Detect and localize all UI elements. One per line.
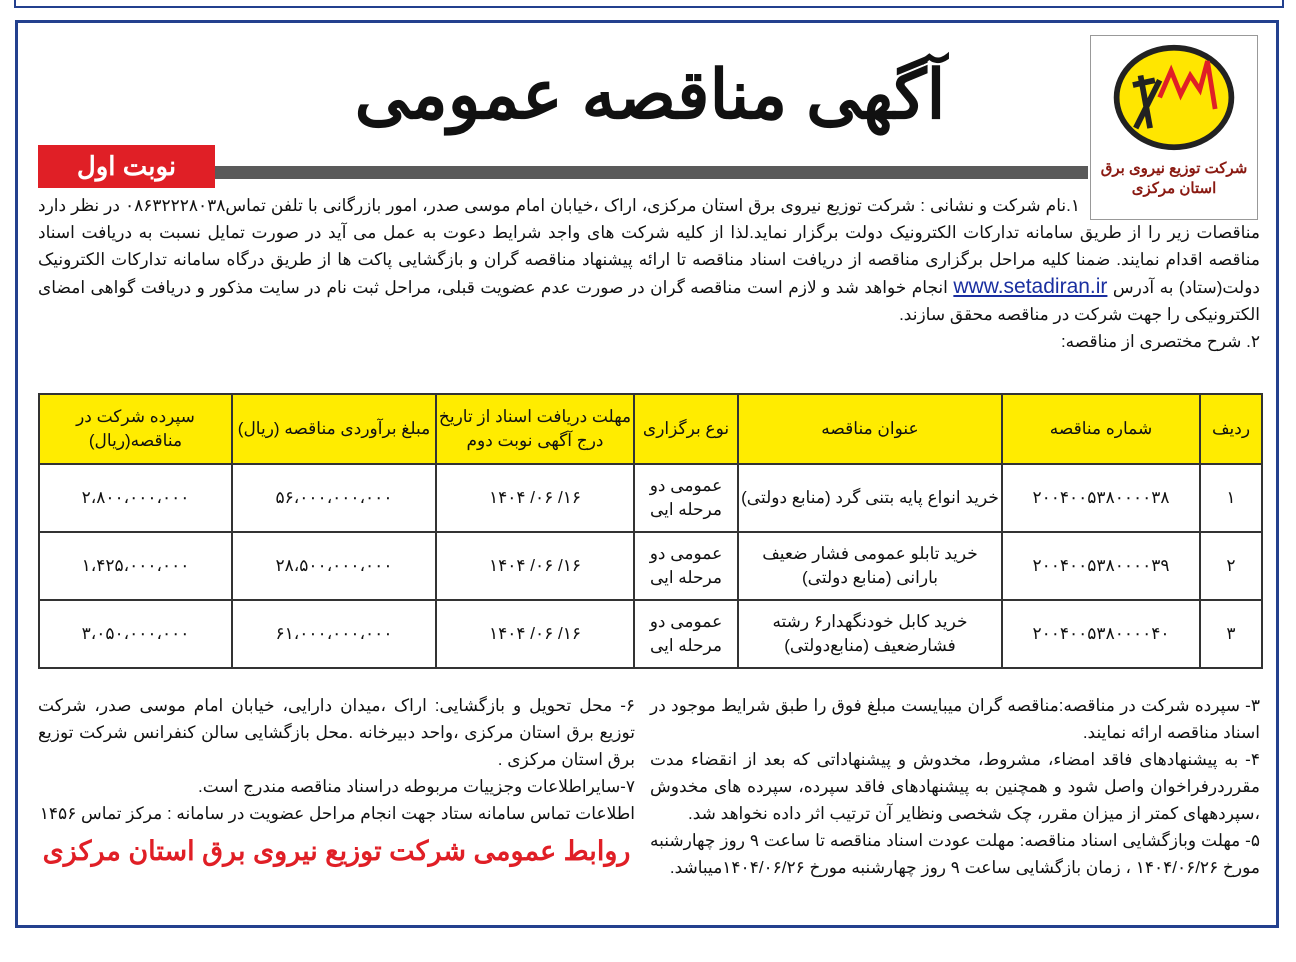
cell-type: عمومی دو مرحله ایی — [634, 464, 738, 532]
cell-deposit: ۲،۸۰۰،۰۰۰،۰۰۰ — [39, 464, 232, 532]
cell-deadline: ۱۶/ ۰۶/ ۱۴۰۴ — [436, 532, 634, 600]
col-tender-type: نوع برگزاری — [634, 394, 738, 464]
clause-3: ۳- سپرده شرکت در مناقصه:مناقصه گران میبایست مبلغ فوق را طبق شرایط موجود در اسناد مناقصه ارائه نمایند. — [650, 696, 1260, 742]
table-row — [39, 464, 1262, 532]
cell-estimate: ۲۸،۵۰۰،۰۰۰،۰۰۰ — [232, 532, 436, 600]
electricity-logo-icon — [1109, 42, 1239, 152]
col-estimate: مبلغ برآوردی مناقصه (ریال) — [232, 394, 436, 464]
clause-4: ۴- به پیشنهادهای فاقد امضاء، مشروط، مخدوش و پیشنهاداتی که بعد از انقضاء مدت مقرردرفراخوان واصل شود و همچنین به پیشنهادهای فاقد سپرده، سپرده های مخدوش ،سپردههای کمتر از میزان مقرر، چک شخصی ونظایر آن ترتیب اثر داده نخواهد شد. — [650, 750, 1260, 823]
setad-link[interactable]: www.setadiran.ir — [953, 275, 1108, 298]
logo-company-name: شرکت توزیع نیروی برق — [1100, 160, 1248, 177]
contact-info: اطلاعات تماس سامانه ستاد جهت انجام مراحل عضویت در سامانه : مرکز تماس ۱۴۵۶ — [39, 804, 635, 823]
cell-type: عمومی دو مرحله ایی — [634, 600, 738, 668]
round-badge: نوبت اول — [38, 145, 215, 188]
tender-table — [38, 393, 1263, 669]
cell-deadline: ۱۶/ ۰۶/ ۱۴۰۴ — [436, 600, 634, 668]
logo-province: استان مرکزی — [1131, 180, 1217, 197]
cell-type: عمومی دو مرحله ایی — [634, 532, 738, 600]
cell-title: خرید انواع پایه بتنی گرد (منابع دولتی) — [738, 464, 1002, 532]
cell-row: ۱ — [1200, 464, 1262, 532]
intro-text: ۱.نام شرکت و نشانی : شرکت توزیع نیروی برق استان مرکزی، اراک ،خیابان امام موسی صدر، امور بازرگانی با تلفن تماس۰۸۶۳۲۲۲۸۰۳۸ در نظر دارد مناقصات زیر را از طریق سامانه تدارکات الکترونیک دولت برگزار نماید.لذا از کلیه شرکت های واجد شرایط دعوت به عمل می آید در صورت تمایل نسبت به دریافت اسناد مناقصه اقدام نمایند. ضمنا کلیه مراحل برگزاری مناقصه از دریافت اسناد مناقصه تا ارائه پیشنهاد مناقصه گران و بازگشایی پاکت ها از طریق درگاه سامانه تدارکات الکترونیک دولت(ستاد) به آدرس — [38, 196, 1261, 297]
cell-deposit: ۱،۴۲۵،۰۰۰،۰۰۰ — [39, 532, 232, 600]
page-title: آگهی مناقصه عمومی — [354, 57, 946, 133]
clause-5: ۵- مهلت وبازگشایی اسناد مناقصه: مهلت عودت اسناد مناقصه تا ساعت ۹ روز چهارشنبه مورخ ۱۴۰۴/۰۶/۲۶ ، زمان بازگشایی ساعت ۹ روز چهارشنبه مورخ ۱۴۰۴/۰۶/۲۶میباشد. — [650, 831, 1260, 877]
intro-text-2: انجام خواهد شد و لازم است مناقصه گران در صورت عدم عضویت قبلی، مراحل ثبت نام در سایت مذکور و دریافت گواهی امضای الکترونیکی را جهت شرکت در مناقصه محقق سازند. — [38, 278, 1260, 324]
table-header-row — [39, 394, 1262, 464]
title-divider — [215, 166, 1088, 179]
cell-title: خرید کابل خودنگهدار۶ رشته فشارضعیف (منابع‌دولتی) — [738, 600, 1002, 668]
col-deadline: مهلت دریافت اسناد از تاریخ درج آگهی نوبت دوم — [436, 394, 634, 464]
table-row — [39, 532, 1262, 600]
conditions-right-column — [650, 692, 1260, 881]
cell-estimate: ۶۱،۰۰۰،۰۰۰،۰۰۰ — [232, 600, 436, 668]
table-row — [39, 600, 1262, 668]
top-border-strip — [14, 0, 1284, 8]
cell-number: ۲۰۰۴۰۰۵۳۸۰۰۰۰۳۸ — [1002, 464, 1200, 532]
cell-row: ۲ — [1200, 532, 1262, 600]
section-2-heading: ۲. شرح مختصری از مناقصه: — [1060, 332, 1260, 351]
cell-title: خرید تابلو عمومی فشار ضعیف بارانی (منابع دولتی) — [738, 532, 1002, 600]
col-tender-number: شماره مناقصه — [1002, 394, 1200, 464]
clause-7: ۷-سایراطلاعات وجزییات مربوطه دراسناد مناقصه مندرج است. — [198, 777, 635, 796]
col-tender-title: عنوان مناقصه — [738, 394, 1002, 464]
clause-6: ۶- محل تحویل و بازگشایی: اراک ،میدان دارایی، خیابان امام موسی صدر، شرکت توزیع برق استان مرکزی ،واحد دبیرخانه .محل بازگشایی سالن کنفرانس شرکت توزیع برق استان مرکزی . — [38, 696, 635, 769]
cell-row: ۳ — [1200, 600, 1262, 668]
public-relations-signature: روابط عمومی شرکت توزیع نیروی برق استان مرکزی — [42, 836, 631, 866]
cell-estimate: ۵۶،۰۰۰،۰۰۰،۰۰۰ — [232, 464, 436, 532]
cell-number: ۲۰۰۴۰۰۵۳۸۰۰۰۰۳۹ — [1002, 532, 1200, 600]
intro-paragraph — [38, 192, 1260, 355]
col-row-number: ردیف — [1200, 394, 1262, 464]
cell-number: ۲۰۰۴۰۰۵۳۸۰۰۰۰۴۰ — [1002, 600, 1200, 668]
cell-deposit: ۳،۰۵۰،۰۰۰،۰۰۰ — [39, 600, 232, 668]
conditions-left-column — [38, 692, 635, 869]
col-deposit: سپرده شرکت در مناقصه(ریال) — [39, 394, 232, 464]
cell-deadline: ۱۶/ ۰۶/ ۱۴۰۴ — [436, 464, 634, 532]
